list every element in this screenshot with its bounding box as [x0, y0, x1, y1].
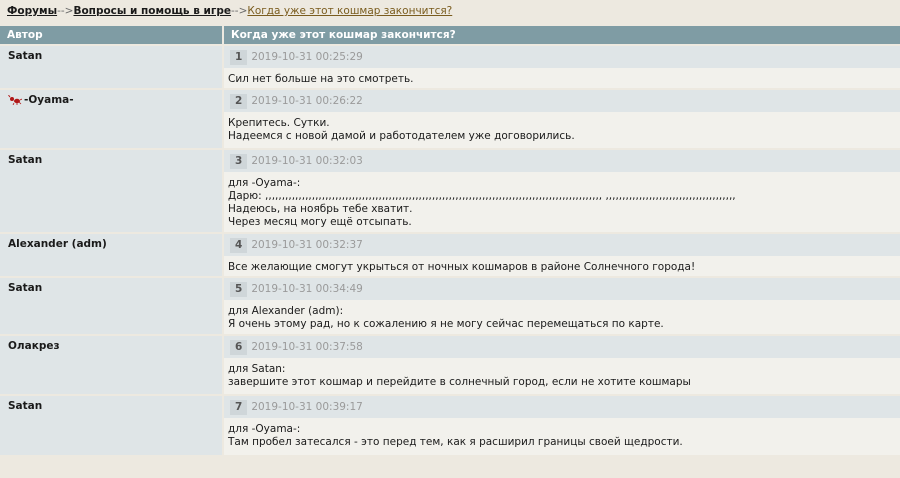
post-text-line: Все желающие смогут укрыться от ночных кошмаров в районе Солнечного города!: [228, 261, 696, 273]
post-row: [0, 149, 900, 233]
post-text-line: Там пробел затесался - это перед тем, как я расширил границы своей щедрости.: [228, 436, 683, 448]
post-number[interactable]: 1: [230, 50, 247, 65]
post-number[interactable]: 6: [230, 340, 247, 355]
post-header: [224, 46, 900, 68]
post-text-line: завершите этот кошмар и перейдите в солнечный город, если не хотите кошмары: [228, 376, 691, 388]
post-header: [224, 278, 900, 300]
post-body: [224, 112, 900, 145]
post-text-line: Дарю: ,,,,,,,,,,,,,,,,,,,,,,,,,,,,,,,,,,,,,,,,,,,,,,,,,,,,,,,,,,,,,,,,,,,,,,,,,,,,,,,,,,,,,,,,,,,,,,,,,,,,, ,,,,,,,,,,,,,,,,,,,,,,,,,,,,,,,,,,,,,,,: [228, 190, 736, 202]
post-row: [0, 45, 900, 89]
post-timestamp: 2019-10-31 00:32:03: [251, 155, 363, 167]
post-timestamp: 2019-10-31 00:25:29: [251, 51, 363, 63]
post-author-name[interactable]: Satan: [8, 400, 43, 412]
post-author-cell: [0, 149, 223, 233]
post-row: [0, 335, 900, 395]
topic-column-header: Когда уже этот кошмар закончится?: [223, 26, 900, 45]
post-header: [224, 336, 900, 358]
post-body: [224, 300, 900, 333]
post-body: [224, 256, 900, 276]
breadcrumb: [0, 0, 900, 26]
post-body: [224, 358, 900, 391]
post-timestamp: 2019-10-31 00:32:37: [251, 239, 363, 251]
post-author-cell: [0, 395, 223, 455]
post-text-line: для -Oyama-:: [228, 423, 301, 435]
table-header-row: [0, 26, 900, 45]
post-author-name[interactable]: -Oyama-: [24, 94, 74, 106]
post-text-line: Через месяц могу ещё отсыпать.: [228, 216, 412, 228]
post-text-line: Надеюсь, на ноябрь тебе хватит.: [228, 203, 413, 215]
post-header: [224, 90, 900, 112]
post-number[interactable]: 2: [230, 94, 247, 109]
post-author-cell: [0, 233, 223, 277]
post-content-cell: [223, 89, 900, 149]
breadcrumb-section-link[interactable]: Вопросы и помощь в игре: [73, 5, 232, 17]
post-number[interactable]: 7: [230, 400, 247, 415]
author-column-header: Автор: [0, 26, 223, 45]
post-timestamp: 2019-10-31 00:39:17: [251, 401, 363, 413]
post-content-cell: [223, 395, 900, 455]
post-row: [0, 233, 900, 277]
post-body: [224, 172, 900, 231]
post-header: [224, 396, 900, 418]
post-header: [224, 234, 900, 256]
post-text-line: Надеемся с новой дамой и работодателем уже договорились.: [228, 130, 575, 142]
post-author-cell: [0, 277, 223, 335]
post-body: [224, 68, 900, 88]
post-author-name[interactable]: Олакрез: [8, 340, 60, 352]
breadcrumb-forums-link[interactable]: Форумы: [7, 5, 58, 17]
scorpion-icon: [8, 95, 22, 105]
post-row: [0, 89, 900, 149]
post-content-cell: [223, 277, 900, 335]
post-author-name[interactable]: Satan: [8, 50, 43, 62]
post-content-cell: [223, 233, 900, 277]
post-timestamp: 2019-10-31 00:26:22: [251, 95, 363, 107]
post-text-line: Крепитесь. Сутки.: [228, 117, 330, 129]
breadcrumb-topic-link[interactable]: Когда уже этот кошмар закончится?: [247, 5, 453, 17]
post-content-cell: [223, 149, 900, 233]
post-content-cell: [223, 335, 900, 395]
post-row: [0, 395, 900, 455]
breadcrumb-separator: -->: [57, 5, 74, 17]
post-author-cell: [0, 45, 223, 89]
post-number[interactable]: 3: [230, 154, 247, 169]
post-text-line: Я очень этому рад, но к сожалению я не могу сейчас перемещаться по карте.: [228, 318, 664, 330]
post-timestamp: 2019-10-31 00:37:58: [251, 341, 363, 353]
post-row: [0, 277, 900, 335]
post-text-line: для Alexander (adm):: [228, 305, 344, 317]
post-author-cell: [0, 89, 223, 149]
breadcrumb-separator: -->: [231, 5, 248, 17]
post-author-name[interactable]: Satan: [8, 154, 43, 166]
post-content-cell: [223, 45, 900, 89]
post-text-line: Сил нет больше на это смотреть.: [228, 73, 414, 85]
post-header: [224, 150, 900, 172]
post-body: [224, 418, 900, 451]
posts-table: [0, 26, 900, 455]
post-author-name[interactable]: Alexander (adm): [8, 238, 107, 250]
post-number[interactable]: 5: [230, 282, 247, 297]
post-author-cell: [0, 335, 223, 395]
post-text-line: для -Oyama-:: [228, 177, 301, 189]
post-text-line: для Satan:: [228, 363, 286, 375]
post-author-name[interactable]: Satan: [8, 282, 43, 294]
post-timestamp: 2019-10-31 00:34:49: [251, 283, 363, 295]
post-number[interactable]: 4: [230, 238, 247, 253]
